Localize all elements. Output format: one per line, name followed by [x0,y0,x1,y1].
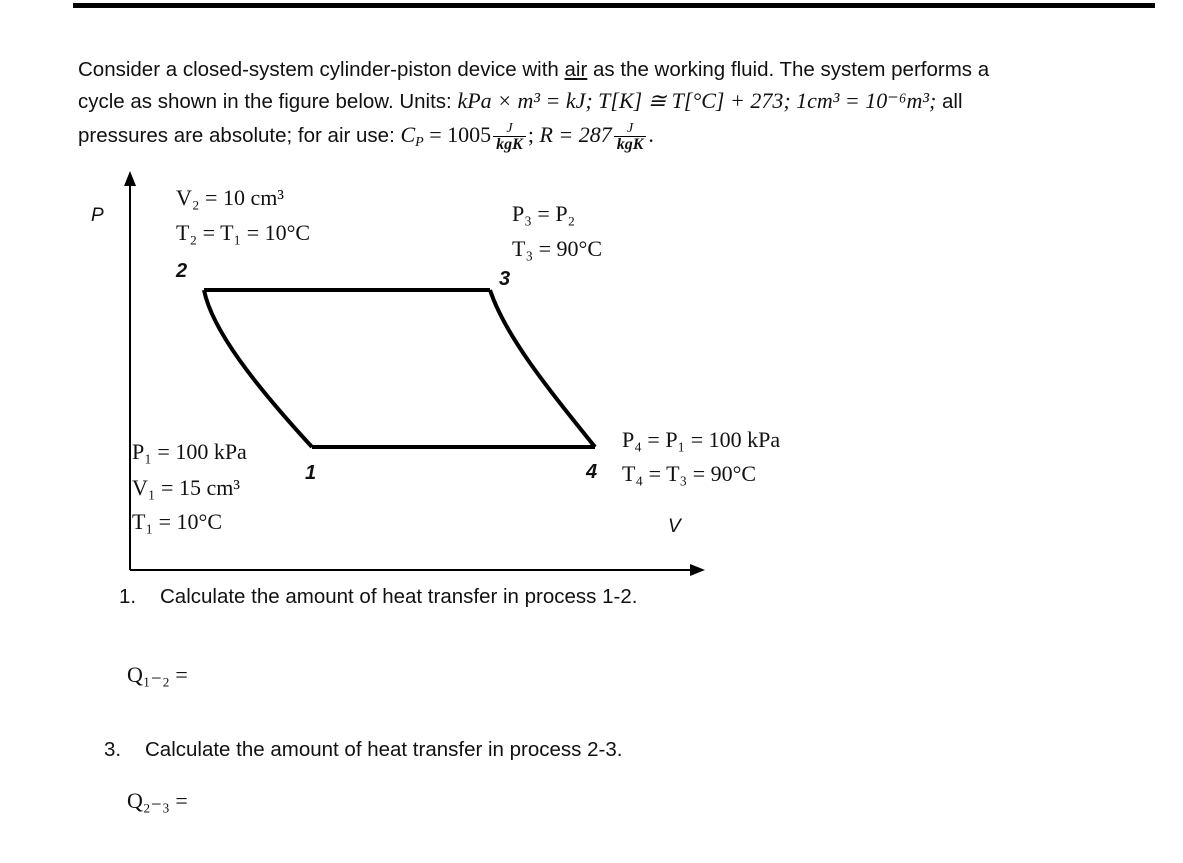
question-3-text: Calculate the amount of heat transfer in process 2-3. [145,738,623,761]
cp-unit-denominator: kgK [493,136,526,152]
point-4-label: 4 [586,461,598,483]
units-intro: cycle as shown in the figure below. Units: [78,90,458,113]
state1-volume: V₁ = 15 cm³ [132,475,240,500]
cp-value: = 1005 [423,122,492,147]
point-3-label: 3 [499,268,511,290]
process-1-2-curve [204,290,312,447]
point-2-label: 2 [176,260,188,282]
units-math: kPa × m³ = kJ; T[K] ≅ T[°C] + 273; 1cm³ = 10⁻⁶m³; [457,88,937,113]
cp-symbol: C [400,122,416,147]
question-1-text: Calculate the amount of heat transfer in process 1-2. [160,585,638,608]
x-axis-arrow-icon [690,564,705,576]
r-value: R = 287 [539,122,612,147]
intro-text-end: as the working fluid. The system performs a [587,58,990,81]
process-3-4-curve [490,290,595,447]
cp-subscript: P [415,135,424,150]
intro-text: Consider a closed-system cylinder-piston device with [78,58,565,81]
air-word: air [564,58,588,81]
question-1-number: 1. [119,585,137,608]
state3-pressure: P₃ = P₂ [512,201,576,226]
state1-pressure: P₁ = 100 kPa [132,439,247,464]
r-unit-denominator: kgK [614,136,647,152]
units-all: all [936,90,963,113]
period: . [648,122,654,147]
point-1-label: 1 [305,462,317,484]
state1-temperature: T₁ = 10°C [132,509,222,534]
state2-volume: V₂ = 10 cm³ [176,185,284,210]
cp-unit-numerator: J [506,121,513,137]
state4-pressure: P₄ = P₁ = 100 kPa [622,427,781,452]
separator: ; [527,122,540,147]
r-unit-numerator: J [626,121,634,137]
y-axis-arrow-icon [124,171,136,186]
state2-temperature: T₂ = T₁ = 10°C [176,220,311,245]
state4-temperature: T₄ = T₃ = 90°C [622,461,757,486]
answer-q12-label: Q₁₋₂ = [127,662,188,687]
y-axis-label: P [91,205,104,226]
question-3-number: 3. [104,738,122,761]
x-axis-label: V [668,516,681,537]
answer-q23-label: Q₂₋₃ = [127,788,188,813]
air-properties-intro: pressures are absolute; for air use: [78,124,401,147]
state3-temperature: T₃ = 90°C [512,236,602,261]
